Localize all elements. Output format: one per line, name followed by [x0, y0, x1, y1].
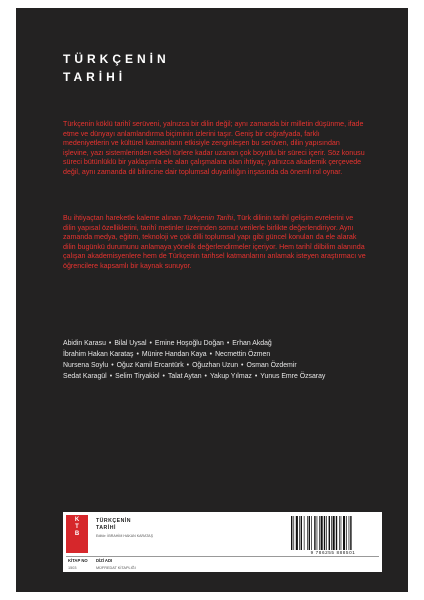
author-separator: • — [108, 340, 112, 347]
label-title-line-1: TÜRKÇENİN — [96, 518, 132, 524]
author-name: Nursena Soylu — [63, 362, 109, 369]
barcode-bar — [331, 516, 332, 550]
author-name: İbrahim Hakan Karataş — [63, 351, 134, 358]
author-separator: • — [254, 373, 258, 380]
paragraph-2-book-title: Türkçenin Tarihi — [182, 214, 234, 222]
author-separator: • — [149, 340, 152, 347]
barcode-bar — [339, 516, 340, 550]
author-name: Osman Özdemir — [246, 362, 297, 369]
author-line — [63, 338, 383, 349]
barcode-bar — [346, 516, 347, 550]
author-name: Selim Tiryakiol — [115, 373, 160, 380]
label-book-title — [96, 518, 131, 531]
author-separator: • — [111, 362, 114, 369]
author-separator: • — [136, 351, 139, 358]
barcode-bar — [291, 516, 292, 550]
author-separator: • — [209, 351, 213, 358]
barcode-bar — [307, 516, 308, 550]
field-value-book-no: 1503 — [68, 566, 77, 570]
field-label-series: DİZİ ADI — [96, 558, 113, 563]
author-name: Erhan Akdağ — [232, 340, 272, 347]
logo-letter-b: B — [74, 531, 80, 538]
label-title-line-2: TARİHİ — [96, 524, 116, 531]
author-separator: • — [186, 362, 190, 369]
logo-letter-k: K — [74, 517, 80, 523]
isbn-barcode — [289, 516, 377, 550]
author-name: Oğuzhan Uzun — [192, 362, 239, 369]
author-separator: • — [204, 373, 207, 380]
author-name: Yakup Yılmaz — [209, 373, 252, 380]
barcode-bar — [321, 516, 323, 550]
author-name: Oğuz Kamil Ercantürk — [116, 362, 184, 369]
barcode-bar — [326, 516, 327, 550]
author-line — [63, 349, 383, 360]
field-label-book-no: KİTAP NO — [68, 558, 88, 563]
barcode-bar — [296, 516, 298, 550]
field-value-series: MÜFREDAT KİTAPLIĞI — [96, 566, 136, 570]
author-name: Sedat Karagül — [63, 373, 107, 380]
author-separator: • — [162, 373, 165, 380]
barcode-bar — [343, 516, 345, 550]
author-separator: • — [241, 362, 244, 369]
isbn-number: 9 786255 888501 — [310, 550, 356, 555]
barcode-bar — [341, 516, 342, 550]
author-name: Abidin Karasu — [63, 340, 106, 347]
author-list — [63, 338, 383, 382]
barcode-bar — [299, 516, 300, 550]
barcode-bar — [350, 516, 351, 550]
barcode-bar — [314, 516, 315, 550]
logo-letter-t: T — [75, 524, 79, 531]
barcode-bar — [324, 516, 325, 550]
description-paragraph-1: Türkçenin köklü tarihî serüveni, yalnızca bir dilin değil; aynı zamanda bir milletin düşünme, ifade etme ve dünyayı anlamlandırma biçiminin izlerini taşır. Geniş bir coğrafyada, farklı medeniyetlerin ve kültürel katmanların etkisiyle zenginleşen bu serüven, dilin yapısından işlevine, yazı sistemlerinden edebî türlere kadar uzanan çok boyutlu bir süreci içerir. Söz konusu süreci bütünlüklü bir yaklaşımla ele alan çalışmalara olan ihtiyaç, yalnızca akademik çerçevede değil, aynı zamanda dil bilincine dair toplumsal duyarlılığın inşasında da önemli rol oynar. — [63, 120, 365, 176]
author-separator: • — [109, 373, 113, 380]
author-name: Talat Aytan — [167, 373, 202, 380]
book-title-line-2: TARİHİ — [63, 70, 127, 84]
barcode-bar — [304, 516, 305, 550]
author-line — [63, 371, 383, 382]
author-line — [63, 360, 383, 371]
book-back-cover — [16, 8, 408, 592]
barcode-bar — [349, 516, 350, 550]
publisher-logo — [66, 515, 88, 553]
author-name: Bilal Uysal — [114, 340, 147, 347]
barcode-bar — [309, 516, 310, 550]
barcode-bar — [317, 516, 318, 550]
book-title-line-1: TÜRKÇENİN — [63, 52, 170, 66]
barcode-bar — [301, 516, 302, 550]
paragraph-2-text-end: , Türk dilinin tarihî gelişim evrelerini ve dilin yapısal özelliklerini, tarihî metinler üzerinden somut verilerle birlikte değerlendiriyor. Aynı zamanda medya, eğitim, teknoloji ve çok dilli toplumsal yapı gibi güncel konuları da ele alarak dilin bugünkü durumunu anlamaya yönelik değerlendirmeler içeriyor. Hem tarihî dilbilim alanında çalışan akademisyenlere hem de Türkçenin tarihsel katmanlarını anlamak isteyen araştırmacı ve öğrencilere kapsamlı bir kaynak sunuyor. — [63, 214, 366, 270]
book-title — [63, 50, 170, 86]
description-paragraph-2 — [63, 214, 367, 271]
barcode-bar — [311, 516, 312, 550]
publisher-label — [63, 512, 382, 572]
label-divider — [66, 556, 379, 557]
label-editor: Editör: İBRAHİM HAKAN KARATAŞ — [96, 534, 153, 538]
barcode-bar — [319, 516, 320, 550]
author-name: Münire Handan Kaya — [141, 351, 207, 358]
author-name: Emine Hoşoğlu Doğan — [154, 340, 224, 347]
barcode-bar — [293, 516, 294, 550]
barcode-bar — [329, 516, 330, 550]
barcode-bar — [333, 516, 335, 550]
author-name: Necmettin Özmen — [215, 351, 271, 358]
author-separator: • — [226, 340, 230, 347]
barcode-bar — [336, 516, 337, 550]
author-name: Yunus Emre Özsaray — [260, 373, 326, 380]
paragraph-2-text-start: Bu ihtiyaçtan hareketle kaleme alınan — [63, 214, 183, 222]
